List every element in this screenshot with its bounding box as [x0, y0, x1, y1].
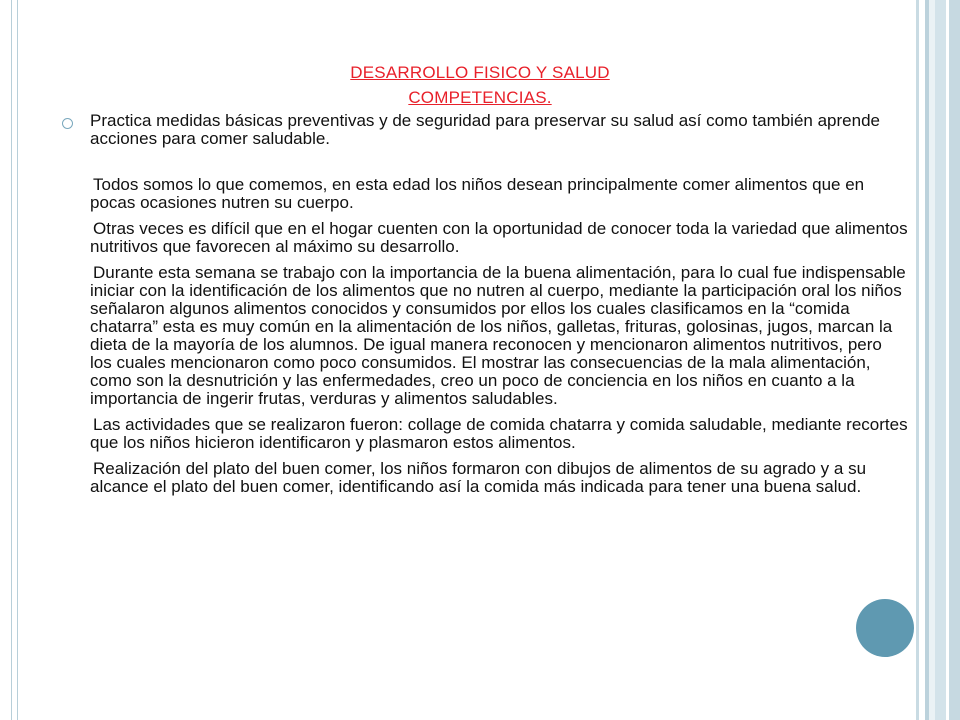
paragraph-5: Realización del plato del buen comer, los niños formaron con dibujos de alimentos de su agrado y a su alcance el plato del buen comer, identificando así la comida más indicada para tener una buena salud.: [90, 459, 867, 496]
slide-title: DESARROLLO FISICO Y SALUD: [350, 63, 610, 82]
body-text: [90, 112, 908, 504]
paragraph-competency: Practica medidas básicas preventivas y de seguridad para preservar su salud así como también aprende acciones para comer saludable.: [90, 111, 880, 148]
bullet-icon: [62, 118, 73, 129]
left-frame-line: [11, 0, 12, 720]
paragraph-1: Todos somos lo que comemos, en esta edad los niños desean principalmente comer alimentos que en pocas ocasiones nutren su cuerpo.: [90, 175, 865, 212]
paragraph-4: Las actividades que se realizaron fueron: collage de comida chatarra y comida saludable, mediante recortes que los niños hicieron identificaron y plasmaron estos alimentos.: [90, 415, 908, 452]
paragraph-2: Otras veces es difícil que en el hogar cuenten con la oportunidad de conocer toda la variedad que alimentos nutritivos que favorecen al máximo su desarrollo.: [90, 219, 908, 256]
right-decorative-stripes: [916, 0, 960, 720]
paragraph-3: Durante esta semana se trabajo con la importancia de la buena alimentación, para lo cual fue indispensable iniciar con la identificación de los alimentos que no nutren al cuerpo, mediante la participación oral los niños señalaron algunos alimentos conocidos y consumidos por ellos los cuales clasificamos en la “comida chatarra” esta es muy común en la alimentación de los niños, galletas, frituras, golosinas, jugos, marcan la dieta de la mayoría de los alumnos. De igual manera reconocen y mencionaron alimentos nutritivos, pero los cuales mencionaron como poco consumidos. El mostrar las consecuencias de la mala alimentación, como son la desnutrición y las enfermedades, creo un poco de conciencia en los niños en cuanto a la importancia de ingerir frutas, verduras y alimentos saludables.: [90, 263, 906, 408]
decorative-circle: [856, 599, 914, 657]
left-frame-line-inner: [17, 0, 18, 720]
slide-subtitle: COMPETENCIAS.: [408, 88, 552, 107]
